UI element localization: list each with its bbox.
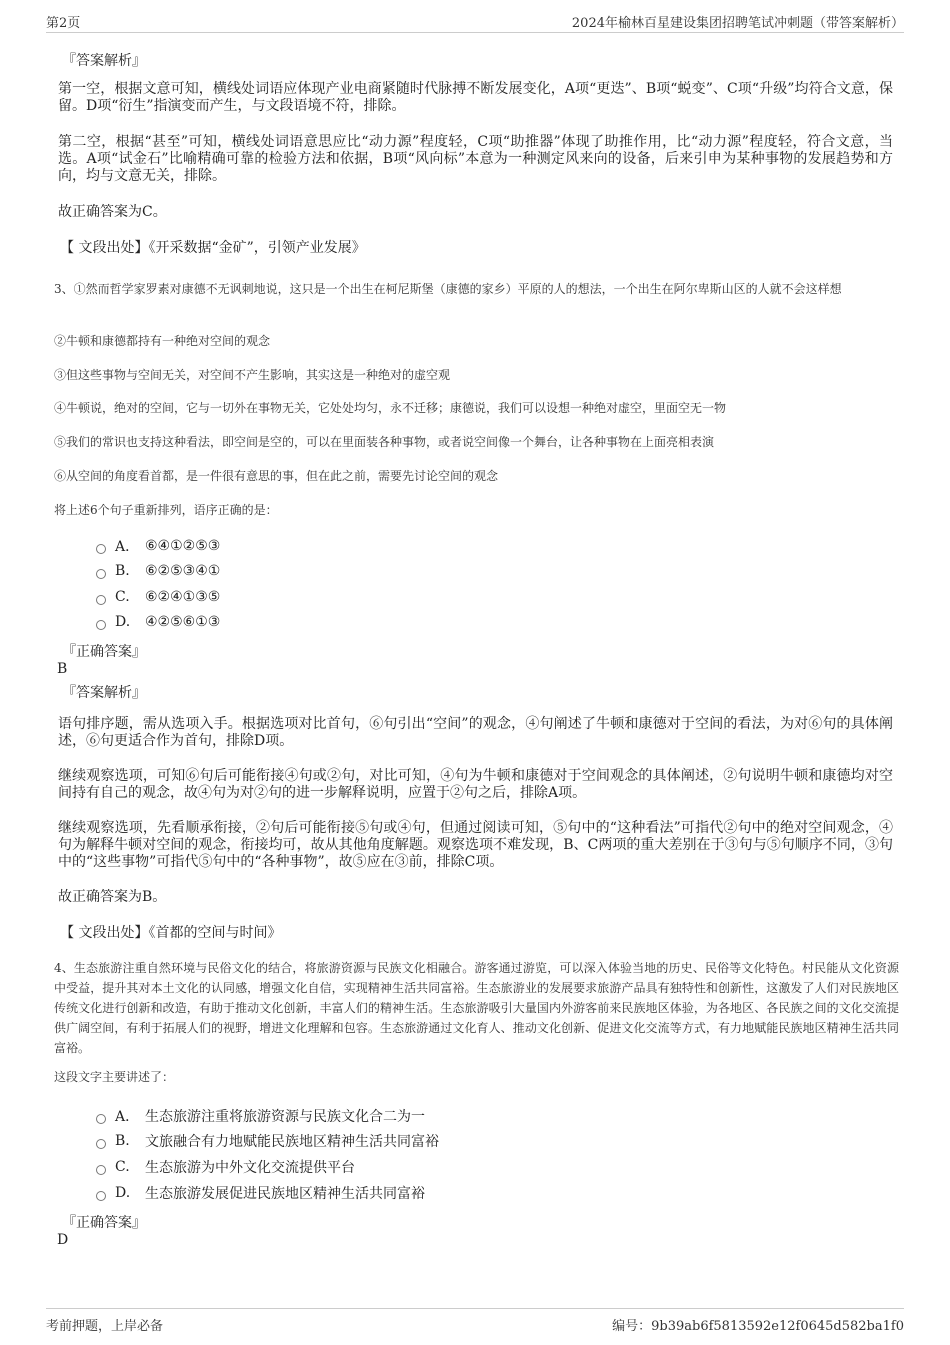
radio-icon[interactable] [96, 620, 106, 630]
q3-analysis-paragraph-3: 继续观察选项，先看顺承衔接，②句后可能衔接⑤句或④句，但通过阅读可知，⑤句中的“这种看法”可指代②句中的绝对空间观念，④句为解释牛顿对空间的观念，衔接均可，故从其他角度解题。观察选项不难发现，B、C两项的重大差别在于③句与⑤句顺序不同，③句中的“这些事物”可指代⑤句中的“各种事物”，故⑤应在③前，排除C项。 [58, 820, 893, 870]
option-text: ⑥②④①③⑤ [145, 589, 221, 605]
footer-slogan: 考前押题，上岸必备 [46, 1319, 164, 1334]
radio-icon[interactable] [96, 544, 106, 554]
option-letter: A． [115, 1109, 140, 1125]
option-text: 文旅融合有力地赋能民族地区精神生活共同富裕 [145, 1134, 439, 1150]
q3-option-d[interactable] [96, 612, 220, 632]
option-text: 生态旅游发展促进民族地区精神生活共同富裕 [145, 1186, 425, 1202]
q4-option-b[interactable] [96, 1131, 439, 1151]
q3-option-c[interactable] [96, 587, 220, 607]
option-text: ⑥②⑤③④① [145, 563, 221, 579]
option-text: 生态旅游为中外文化交流提供平台 [145, 1160, 355, 1176]
q2-source: 【 文段出处】《开采数据“金矿”，引领产业发展》 [60, 240, 366, 256]
q4-answer-label: 『正确答案』 [62, 1215, 146, 1231]
option-letter: C. [115, 1159, 130, 1175]
q3-sentence-6: ⑥从空间的角度看首都，是一件很有意思的事，但在此之前，需要先讨论空间的观念 [54, 469, 499, 483]
q3-conclusion: 故正确答案为B。 [58, 889, 167, 905]
q4-answer: D [57, 1232, 69, 1248]
q4-prompt: 这段文字主要讲述了： [54, 1070, 175, 1084]
document-title: 2024年榆林百星建设集团招聘笔试冲刺题（带答案解析） [571, 16, 904, 31]
q2-analysis-paragraph-2: 第二空，根据“甚至”可知，横线处词语意思应比“动力源”程度轻，C项“助推器”体现了助推作用，比“动力源”程度轻，符合文意，当选。A项“试金石”比喻精确可靠的检验方法和依据，B项“风向标”本意为一种测定风来向的设备，后来引申为某种事物的发展趋势和方向，均与文意无关，排除。 [58, 134, 893, 184]
q2-analysis-label: 『答案解析』 [62, 53, 146, 69]
document-id: 编号：9b39ab6f5813592e12f0645d582ba1f0 [612, 1319, 904, 1334]
q4-option-d[interactable] [96, 1183, 425, 1203]
q2-conclusion: 故正确答案为C。 [58, 204, 167, 220]
q3-sentence-4: ④牛顿说，绝对的空间，它与一切外在事物无关，它处处均匀，永不迁移；康德说，我们可以设想一种绝对虚空，里面空无一物 [54, 401, 727, 415]
q3-analysis-label: 『答案解析』 [62, 685, 146, 701]
option-text: ④②⑤⑥①③ [145, 614, 221, 630]
option-letter: B. [115, 1133, 130, 1149]
q3-answer-label: 『正确答案』 [62, 644, 146, 660]
option-letter: A． [115, 539, 140, 555]
q4-option-c[interactable] [96, 1157, 355, 1177]
q3-sentence-2: ②牛顿和康德都持有一种绝对空间的观念 [54, 334, 271, 348]
q3-option-b[interactable] [96, 561, 220, 581]
option-letter: D. [115, 614, 131, 630]
option-letter: B. [115, 563, 130, 579]
q3-analysis-paragraph-2: 继续观察选项，可知⑥句后可能衔接④句或②句，对比可知，④句为牛顿和康德对于空间观念的具体阐述，②句说明牛顿和康德均对空间持有自己的观念，故④句为对②句的进一步解释说明，应置于②句之后，排除A项。 [58, 768, 893, 801]
q4-stem: 4、生态旅游注重自然环境与民俗文化的结合，将旅游资源与民族文化相融合。游客通过游览，可以深入体验当地的历史、民俗等文化特色。村民能从文化资源中受益，提升其对本土文化的认同感，增强文化自信，实现精神生活共同富裕。生态旅游业的发展要求旅游产品具有独特性和创新性，这激发了人们对民族地区传统文化进行创新和改造，有助于推动文化创新，丰富人们的精神生活。生态旅游吸引大量国内外游客前来民族地区体验，为各地区、各民族之间的文化交流提供广阔空间，有利于拓展人们的视野，增进文化理解和包容。生态旅游通过文化育人、推动文化创新、促进文化交流等方式，有力地赋能民族地区精神生活共同富裕。 [54, 961, 899, 1055]
page-number: 第2页 [46, 16, 81, 31]
page-header [46, 12, 904, 33]
q3-sentence-5: ⑤我们的常识也支持这种看法，即空间是空的，可以在里面装各种事物，或者说空间像一个舞台，让各种事物在上面亮相表演 [54, 435, 715, 449]
radio-icon[interactable] [96, 1165, 106, 1175]
radio-icon[interactable] [96, 1139, 106, 1149]
radio-icon[interactable] [96, 1114, 106, 1124]
q3-answer: B [57, 661, 68, 677]
q2-analysis-paragraph-1: 第一空，根据文意可知，横线处词语应体现产业电商紧随时代脉搏不断发展变化，A项“更迭”、B项“蜕变”、C项“升级”均符合文意，保留。D项“衍生”指演变而产生，与文段语境不符，排除。 [58, 81, 893, 114]
option-letter: C. [115, 589, 130, 605]
q3-sentence-3: ③但这些事物与空间无关，对空间不产生影响，其实这是一种绝对的虚空观 [54, 368, 451, 382]
q3-source: 【 文段出处】《首都的空间与时间》 [60, 925, 282, 941]
q4-option-a[interactable] [96, 1106, 425, 1126]
radio-icon[interactable] [96, 1191, 106, 1201]
q3-analysis-paragraph-1: 语句排序题，需从选项入手。根据选项对比首句，⑥句引出“空间”的观念，④句阐述了牛顿和康德对于空间的看法，为对⑥句的具体阐述，⑥句更适合作为首句，排除D项。 [58, 716, 893, 749]
radio-icon[interactable] [96, 569, 106, 579]
option-text: ⑥④①②⑤③ [145, 538, 221, 554]
q3-stem: 3、①然而哲学家罗素对康德不无讽刺地说，这只是一个出生在柯尼斯堡（康德的家乡）平原的人的想法，一个出生在阿尔卑斯山区的人就不会这样想 [54, 282, 842, 296]
q3-prompt: 将上述6个句子重新排列，语序正确的是： [54, 503, 278, 517]
radio-icon[interactable] [96, 595, 106, 605]
page-footer [46, 1308, 904, 1333]
q3-option-a[interactable] [96, 536, 220, 556]
option-text: 生态旅游注重将旅游资源与民族文化合二为一 [145, 1109, 425, 1125]
option-letter: D. [115, 1185, 131, 1201]
